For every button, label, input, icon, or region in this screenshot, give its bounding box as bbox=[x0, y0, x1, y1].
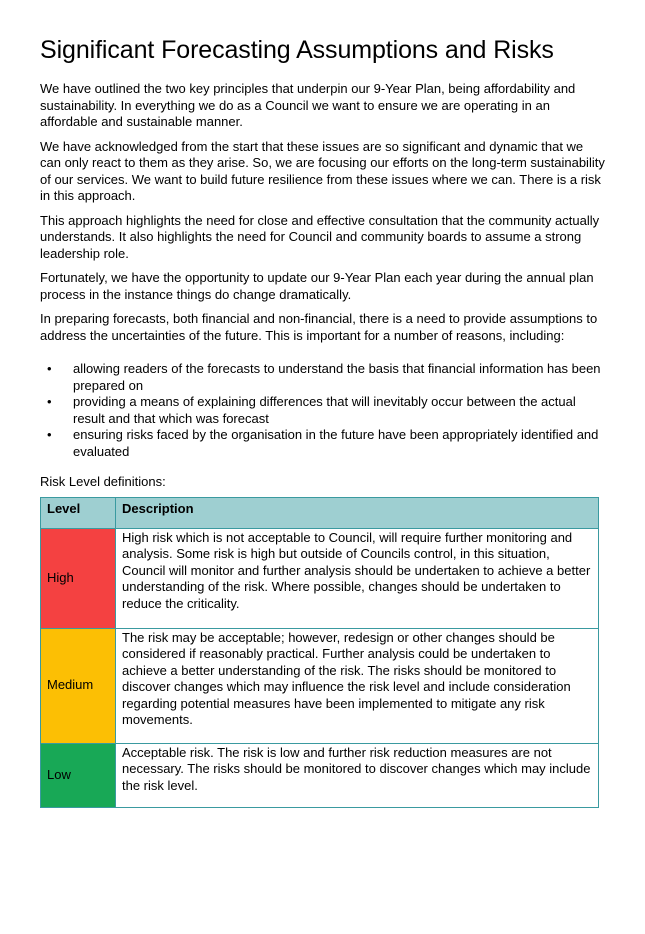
risk-description-low: Acceptable risk. The risk is low and further risk reduction measures are not necessary. The risks should be monitored to discover changes which may include the risk level. bbox=[116, 743, 599, 807]
list-item bbox=[40, 361, 606, 394]
body-text bbox=[40, 81, 606, 491]
table-row bbox=[41, 528, 599, 628]
list-item-text: allowing readers of the forecasts to understand the basis that financial information has been prepared on bbox=[73, 361, 601, 393]
bullet-icon: • bbox=[47, 427, 52, 442]
list-item bbox=[40, 427, 606, 460]
paragraph: This approach highlights the need for close and effective consultation that the community actually understands. It also highlights the need for Council and community boards to assume a strong leadership role. bbox=[40, 212, 600, 261]
paragraph: Fortunately, we have the opportunity to update our 9-Year Plan each year during the annual plan process in the instance things do change dramatically. bbox=[40, 270, 594, 302]
header-description: Description bbox=[116, 498, 599, 529]
paragraph: We have outlined the two key principles that underpin our 9-Year Plan, being affordability and sustainability. In everything we do as a Council we want to ensure we are operating in an affordable and sustainable manner. bbox=[40, 81, 576, 129]
bullet-icon: • bbox=[47, 394, 52, 409]
list-item-text: ensuring risks faced by the organisation in the future have been appropriately identified and evaluated bbox=[73, 427, 599, 459]
table-header-row bbox=[41, 498, 599, 529]
risk-description-medium: The risk may be acceptable; however, redesign or other changes should be considered if reasonably practical. Further analysis could be undertaken to achieve a better understanding of the risk. The risks should be monitored to discover changes which may influence the risk level and include consideration regarding potential measures have been implemented to mitigate any risk movements. bbox=[116, 628, 599, 743]
page-title: Significant Forecasting Assumptions and Risks bbox=[40, 36, 554, 64]
header-level: Level bbox=[41, 498, 116, 529]
risk-level-low: Low bbox=[41, 743, 116, 807]
definitions-label: Risk Level definitions: bbox=[40, 474, 166, 489]
reasons-list bbox=[40, 361, 606, 460]
risk-description-high: High risk which is not acceptable to Council, will require further monitoring and analysis. Some risk is high but outside of Councils control, in this situation, Council will monitor and further analysis should be undertaken to achieve a better understanding of the risk. Where possible, changes should be undertaken to reduce the criticality. bbox=[116, 528, 599, 628]
table-row bbox=[41, 628, 599, 743]
list-item bbox=[40, 394, 606, 427]
paragraph: We have acknowledged from the start that these issues are so significant and dynamic that we can only react to them as they arise. So, we are focusing our efforts on the long-term sustainability of our services. We want to build future resilience from these issues where we can. There is a risk in this approach. bbox=[40, 138, 605, 203]
risk-level-high: High bbox=[41, 528, 116, 628]
risk-level-medium: Medium bbox=[41, 628, 116, 743]
table-row bbox=[41, 743, 599, 807]
bullet-icon: • bbox=[47, 361, 52, 376]
paragraph: In preparing forecasts, both financial and non-financial, there is a need to provide assumptions to address the uncertainties of the future. This is important for a number of reasons, including: bbox=[40, 311, 598, 343]
risk-level-table bbox=[40, 497, 599, 808]
list-item-text: providing a means of explaining differences that will inevitably occur between the actual result and that which was forecast bbox=[73, 394, 576, 426]
